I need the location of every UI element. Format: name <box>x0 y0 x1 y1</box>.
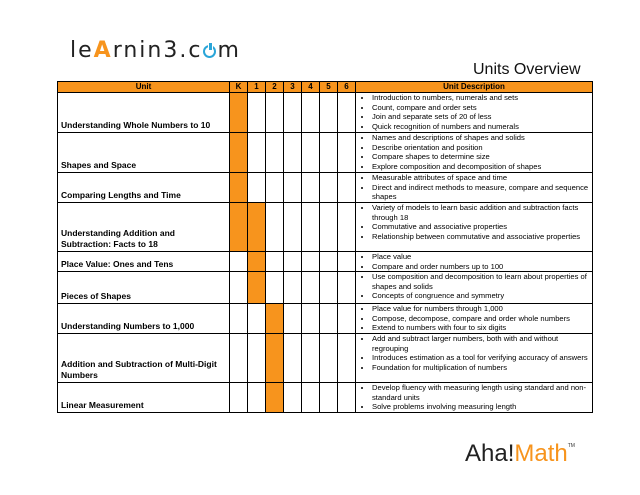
unit-name: Place Value: Ones and Tens <box>58 252 230 272</box>
grade-cell <box>320 93 338 133</box>
unit-name: Shapes and Space <box>58 133 230 173</box>
description-item: • Variety of models to learn basic addition and subtraction facts through 18 <box>372 203 590 222</box>
description-item: • Place value for numbers through 1,000 <box>372 304 590 314</box>
table-row <box>58 173 593 203</box>
grade-cell <box>230 272 248 304</box>
grade-cell <box>302 173 320 203</box>
grade-cell <box>320 252 338 272</box>
unit-description <box>356 93 593 133</box>
grade-cell <box>284 203 302 252</box>
grade-cell-active <box>266 334 284 383</box>
grade-cell <box>284 173 302 203</box>
grade-cell-active <box>230 203 248 252</box>
unit-name: Understanding Whole Numbers to 10 <box>58 93 230 133</box>
description-item: • Solve problems involving measuring length <box>372 402 590 412</box>
unit-description <box>356 334 593 383</box>
grade-cell <box>320 334 338 383</box>
grade-cell <box>248 93 266 133</box>
description-item: • Develop fluency with measuring length using standard and non-standard units <box>372 383 590 402</box>
grade-cell <box>338 203 356 252</box>
grade-cell-active <box>248 203 266 252</box>
grade-cell-active <box>230 173 248 203</box>
description-item: • Count, compare and order sets <box>372 103 590 113</box>
col-header-grade: 4 <box>302 82 320 93</box>
grade-cell <box>266 272 284 304</box>
description-item: • Measurable attributes of space and time <box>372 173 590 183</box>
grade-cell <box>338 383 356 413</box>
grade-cell <box>320 173 338 203</box>
description-item: • Compare shapes to determine size <box>372 152 590 162</box>
description-item: • Add and subtract larger numbers, both with and without regrouping <box>372 334 590 353</box>
description-list <box>358 133 590 171</box>
description-item: • Extend to numbers with four to six digits <box>372 323 590 333</box>
grade-cell <box>338 173 356 203</box>
grade-cell <box>266 133 284 173</box>
description-item: • Foundation for multiplication of numbers <box>372 363 590 373</box>
grade-cell <box>284 93 302 133</box>
col-header-description: Unit Description <box>356 82 593 93</box>
unit-description <box>356 272 593 304</box>
grade-cell <box>266 173 284 203</box>
grade-cell-active <box>248 272 266 304</box>
grade-cell <box>320 383 338 413</box>
grade-cell <box>302 334 320 383</box>
description-item: • Names and descriptions of shapes and solids <box>372 133 590 143</box>
grade-cell <box>338 304 356 334</box>
learning-com-logo: leArnin3.c m <box>70 38 241 63</box>
col-header-grade: K <box>230 82 248 93</box>
description-item: • Introduces estimation as a tool for verifying accuracy of answers <box>372 353 590 363</box>
unit-name: Linear Measurement <box>58 383 230 413</box>
description-item: • Compare and order numbers up to 100 <box>372 262 590 272</box>
col-header-grade: 2 <box>266 82 284 93</box>
grade-cell <box>248 133 266 173</box>
description-item: • Describe orientation and position <box>372 143 590 153</box>
grade-cell <box>302 383 320 413</box>
grade-cell <box>230 252 248 272</box>
table-row <box>58 383 593 413</box>
grade-cell-active <box>266 383 284 413</box>
description-item: • Direct and indirect methods to measure, compare and sequence shapes <box>372 183 590 202</box>
grade-cell <box>266 93 284 133</box>
grade-cell <box>284 304 302 334</box>
unit-name: Comparing Lengths and Time <box>58 173 230 203</box>
description-list <box>358 203 590 241</box>
grade-cell <box>248 304 266 334</box>
grade-cell <box>266 203 284 252</box>
grade-cell <box>284 334 302 383</box>
description-list <box>358 304 590 333</box>
col-header-grade: 5 <box>320 82 338 93</box>
table-row <box>58 93 593 133</box>
grade-cell <box>302 252 320 272</box>
grade-cell <box>320 203 338 252</box>
description-list <box>358 252 590 271</box>
table-row <box>58 203 593 252</box>
grade-cell-active <box>266 304 284 334</box>
description-item: • Commutative and associative properties <box>372 222 590 232</box>
grade-cell <box>338 334 356 383</box>
grade-cell <box>320 304 338 334</box>
unit-name: Understanding Numbers to 1,000 <box>58 304 230 334</box>
col-header-grade: 6 <box>338 82 356 93</box>
table-row <box>58 133 593 173</box>
unit-description <box>356 304 593 334</box>
grade-cell <box>302 133 320 173</box>
grade-cell <box>338 93 356 133</box>
description-list <box>358 93 590 131</box>
table-row <box>58 252 593 272</box>
description-item: • Quick recognition of numbers and numerals <box>372 122 590 132</box>
grade-cell <box>302 203 320 252</box>
grade-cell <box>284 133 302 173</box>
grade-cell-active <box>248 252 266 272</box>
unit-name: Addition and Subtraction of Multi-Digit Numbers <box>58 334 230 383</box>
unit-name: Understanding Addition and Subtraction: Facts to 18 <box>58 203 230 252</box>
aha-math-brand: Aha!Math™ <box>465 440 575 467</box>
description-item: • Relationship between commutative and associative properties <box>372 232 590 242</box>
unit-name: Pieces of Shapes <box>58 272 230 304</box>
grade-cell <box>248 383 266 413</box>
description-item: • Explore composition and decomposition of shapes <box>372 162 590 172</box>
grade-cell <box>302 272 320 304</box>
units-table <box>57 81 593 413</box>
grade-cell <box>230 334 248 383</box>
description-list <box>358 272 590 301</box>
grade-cell <box>338 133 356 173</box>
grade-cell <box>230 304 248 334</box>
grade-cell <box>338 272 356 304</box>
grade-cell <box>248 173 266 203</box>
description-item: • Place value <box>372 252 590 262</box>
table-row <box>58 334 593 383</box>
grade-cell-active <box>230 93 248 133</box>
grade-cell <box>248 334 266 383</box>
grade-cell <box>284 272 302 304</box>
grade-cell <box>302 93 320 133</box>
unit-description <box>356 133 593 173</box>
description-list <box>358 173 590 202</box>
description-item: • Join and separate sets of 20 of less <box>372 112 590 122</box>
grade-cell <box>338 252 356 272</box>
grade-cell-active <box>230 133 248 173</box>
col-header-unit: Unit <box>58 82 230 93</box>
grade-cell <box>320 272 338 304</box>
page-title: Units Overview <box>473 61 581 78</box>
table-row <box>58 304 593 334</box>
grade-cell <box>302 304 320 334</box>
description-list <box>358 383 590 412</box>
grade-cell <box>320 133 338 173</box>
power-icon <box>203 45 216 58</box>
unit-description <box>356 383 593 413</box>
unit-description <box>356 203 593 252</box>
unit-description <box>356 252 593 272</box>
unit-description <box>356 173 593 203</box>
col-header-grade: 1 <box>248 82 266 93</box>
description-item: • Introduction to numbers, numerals and sets <box>372 93 590 103</box>
header-row <box>58 82 593 93</box>
grade-cell <box>284 252 302 272</box>
description-list <box>358 334 590 372</box>
grade-cell <box>230 383 248 413</box>
description-item: • Use composition and decomposition to learn about properties of shapes and solids <box>372 272 590 291</box>
grade-cell <box>266 252 284 272</box>
description-item: • Compose, decompose, compare and order whole numbers <box>372 314 590 324</box>
description-item: • Concepts of congruence and symmetry <box>372 291 590 301</box>
grade-cell <box>284 383 302 413</box>
col-header-grade: 3 <box>284 82 302 93</box>
table-row <box>58 272 593 304</box>
